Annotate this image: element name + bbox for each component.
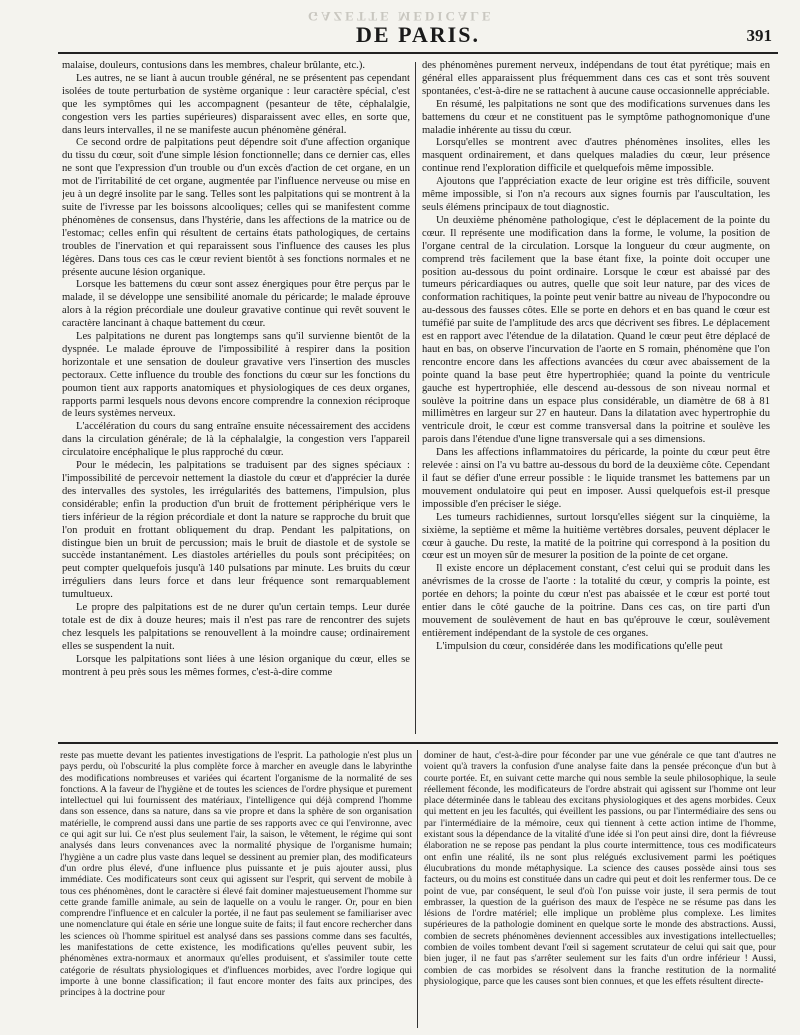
paragraph: L'accélération du cours du sang entraîne ensuite nécessairement des accidens dans la circulation générale; de là la céphalalgie, la congestion vers l'appareil circulatoire encéphalique le plus rapproché du cœur.: [62, 421, 410, 459]
paragraph: Lorsque les palpitations sont liées à une lésion organique du cœur, elles se montrent à peu près sous les mêmes formes, c'est-à-dire comme: [62, 653, 410, 678]
section-divider: [58, 742, 778, 744]
paragraph: Lorsqu'elles se montrent avec d'autres phénomènes insolites, elles les masquent ordinairement, et dans quelques maladies du cœur, leur présence continue rend l'exploration difficile et quelquefois même impossible.: [422, 137, 770, 175]
upper-right-column: [422, 60, 770, 736]
paragraph: Il existe encore un déplacement constant, c'est celui qui se produit dans les anévrismes de la crosse de l'aorte : la totalité du cœur, y compris la pointe, est portée en dehors; la pointe du cœur n'est pas abaissée et le cœur est porté tout entier dans le côté gauche de la poitrine. Dans ces cas, on tire parti d'un mouvement de soulèvement de haut en bas qu'éprouve le cœur, soulèvement entièrement indépendant de la systole de ces organes.: [422, 563, 770, 639]
paragraph: Dans les affections inflammatoires du péricarde, la pointe du cœur peut être relevée : ainsi on l'a vu battre au-dessous du bord de la deuxième côte. Cependant il faut se défier d'une erreur possible : le liquide transmet les battemens par un mouvement ondulatoire qui peut en imposer. Aussi quelquefois est-il presque impossible d'en préciser le siége.: [422, 447, 770, 510]
paragraph: reste pas muette devant les patientes investigations de l'esprit. La pathologie n'est plus un pays perdu, où l'obscurité la plus complète force à marcher en aveugle dans le labyrinthe des modifications nombreuses et variées qui écartent l'organisme de la normalité de ses fonctions. A la faveur de l'hygiène et de toutes les sciences de l'ordre physique et purement intellectuel qui lui fournissent des matériaux, l'intelligence qui déjà comprend l'homme dans son essence, dans sa nature, dans sa vie propre et dans la sphère de son organisation matérielle, le comprend aussi dans une partie de ses rapports avec ce qui l'environne, avec ce qui agit sur lui. Ce n'est plus seulement l'air, la saison, le vêtement, le régime qui sont analysés dans leurs convenances avec la normalité physique de l'organisme humain; l'hygiène a un cadre plus vaste dans lequel se dessinent au premier plan, des modificateurs d'un ordre plus élevé, d'une influence plus puissante et je puis ajouter aussi, plus immédiate. Ces modificateurs sont ceux qui agissent sur l'esprit, qui servent de mobile à tous ces phénomènes, dont le caractère si élevé fait dominer majestueusement l'homme sur cette grande famille animale, au sein de laquelle on a voulu le ranger. Or, pour en bien comprendre l'influence et en calculer la portée, il ne faut pas seulement se familiariser avec une nomenclature qui étale en série une longue suite de faits; il faut encore rechercher dans les sciences où l'homme spirituel est analysé dans ses passions comme dans ses facultés, les manifestations de cette existence, les modifications qu'elles peuvent subir, les phénomènes extra-normaux et anormaux qu'elles produisent, et s'assimiler toute cette catégorie de résultats physiologiques et d'influences morbides, avec l'ordre logique qui importe à une bonne classification; il faut encore monter des faits aux principes, des principes à la doctrine pour: [60, 750, 412, 999]
paragraph: En résumé, les palpitations ne sont que des modifications survenues dans les battemens du cœur et ne constituent pas le symptôme pathognomonique d'une maladie inhérente au tissu du cœur.: [422, 98, 770, 136]
paragraph: des phénomènes purement nerveux, indépendans de tout état pyrétique; mais en général elles apparaissent plus fréquemment dans ces cas et sont très souvent spontanées, c'est-à-dire ne se rattachent à aucune cause occasionnelle appréciable.: [422, 60, 770, 97]
paragraph: Ce second ordre de palpitations peut dépendre soit d'une affection organique du tissu du cœur, soit d'une simple lésion fonctionnelle; dans ce dernier cas, elles ne sont que l'expression d'un trouble ou d'un excès d'action de cet organe, en un mot de l'irritabilité de cet organe, augmentée par l'influence nerveuse ou mise en jeu à un degré insolite par le sang. Telles sont les palpitations qui se montrent à la suite de l'ivresse par les boissons alcooliques; celles qui se manifestent comme phénomènes de consensus, dans l'hystérie, dans les affections de la matrice ou de l'estomac; celles enfin qui résultent de certains états pathologiques, de certains troubles de l'inervation et qui reparaissent sous l'influence des causes les plus légères. Dans tous ces cas le cœur revient bientôt à ses fonctions normales et ne présente aucune lésion organique.: [62, 137, 410, 278]
column-divider: [415, 62, 416, 734]
paragraph: Les tumeurs rachidiennes, surtout lorsqu'elles siégent sur la cinquième, la sixième, la septième et même la huitième vertèbres dorsales, peuvent déplacer le cœur à gauche. Du reste, la matité de la poitrine qui correspond à la position du cœur est un moyen sûr de mesurer la position de la pointe de cet organe.: [422, 511, 770, 562]
bleed-through-header: GAZETTE MEDICALE: [308, 9, 494, 24]
paragraph: Pour le médecin, les palpitations se traduisent par des signes spéciaux : l'impossibilité de percevoir nettement la diastole du cœur et d'apprécier la durée des intervalles des systoles, les irrégularités des battemens, l'impulsion, plus considérable; enfin la production d'un bruit de frottement périphérique vers le tiers inférieur de la région précordiale et dont la nature se rapproche du bruit que l'on produit en frottant obliquement du drap. Pendant les palpitations, on distingue bien un bruit de percussion; mais le bruit de diastole et de systole se succède instantanément. Les diastoles artérielles du pouls sont précipitées; on peut compter quelquefois jusqu'à 140 pulsations par minute. Les bruits du cœur irréguliers dans leurs force et dans leur fréquence sont remarquablement tumultueux.: [62, 460, 410, 601]
paragraph: Le propre des palpitations est de ne durer qu'un certain temps. Leur durée totale est de dix à douze heures; mais il n'est pas rare de rencontrer des sujets chez lesquels les palpitations se renouvellent à la moindre cause; ordinairement elles se suspendent la nuit.: [62, 602, 410, 652]
paragraph: L'impulsion du cœur, considérée dans les modifications qu'elle peut: [436, 640, 723, 652]
page-title: DE PARIS.: [356, 22, 480, 47]
page-header: [58, 8, 778, 54]
paragraph: Les palpitations ne durent pas longtemps sans qu'il survienne bientôt de la dyspnée. Le malade éprouve de l'impossibilité à respirer dans la position horizontale et une sensation de douleur gravative vers l'insertion des muscles pectoraux. Cette influence du trouble des fonctions du cœur sur les fonctions du poumon tient aux rapports anatomiques et physiologiques de ces deux organes, rapports parmi lesquels nous devons encore comprendre la connexion réciproque de leurs systèmes nerveux.: [62, 331, 410, 420]
upper-left-column: [62, 60, 410, 736]
lower-right-column: [424, 750, 776, 1028]
paragraph: Un deuxième phénomène pathologique, c'est le déplacement de la pointe du cœur. Il représente une modification dans la forme, le volume, la position de l'organe central de la circulation. Lorsque la longueur du cœur augmente, on comprend très facilement que la base étant fixe, la pointe doit occuper une position au-dessous du point ordinaire. Lorsque le cœur est abaissé par des tumeurs péricardiaques ou autres, quelle que soit leur nature, par des vices de conformation rachitiques, la pointe peut venir battre au niveau de l'hypocondre ou au-dessous des fausses côtes. Elle se porte en dehors et en bas quand le cœur est tuméfié par suite de l'amplitude des arcs que décrivent ses fibres. Le déplacement est en rapport avec l'étendue de la dilatation. Quand le cœur peut être déplacé de haut en bas, on observe l'incurvation de l'aorte en S romain, phénomène que l'on rencontre encore dans les affections avancées du cœur avec abaissement de la pointe quand la base peut être hypertrophiée; quand la pointe du ventricule gauche est hypertrophiée, elle descend au-dessous de son niveau normal et soulève la poitrine dans un espace plus considérable, un diamètre de 68 à 81 millimètres en largeur sur 27 en hauteur. Dans la dilatation avec hypertrophie du ventricule droit, le cœur est comme transversal dans la poitrine et soulève les parois dans l'étendue d'une ligne transversale qui a ses dimensions.: [422, 214, 770, 446]
upper-article: [58, 60, 778, 736]
newspaper-page: [58, 8, 778, 1028]
paragraph: Les autres, ne se liant à aucun trouble général, ne se présentent pas cependant isolées de toute perturbation de système organique : leur caractère spécial, c'est que les symptômes qui les accompagnent (pesanteur de tête, céphalalgie, congestion vers les parties supérieures) disparaissent avec elles, en sorte que, dans leurs intervalles, il ne se manifeste aucun phénomène général.: [62, 72, 410, 136]
paragraph: Lorsque les battemens du cœur sont assez énergiques pour être perçus par le malade, il se développe une sensibilité anomale du péricarde; le malade éprouve alors à la région précordiale une douleur gravative continue qui revêt souvent le caractère lancinant à chaque battement du cœur.: [62, 279, 410, 330]
paragraph: Ajoutons que l'appréciation exacte de leur origine est très difficile, souvent même impossible, si l'on n'a recours aux signes fournis par l'auscultation, les seuls élémens principaux de tout diagnostic.: [422, 176, 770, 213]
column-divider: [417, 750, 418, 1028]
page-number: 391: [746, 26, 772, 45]
lower-left-column: [60, 750, 412, 1028]
paragraph: dominer de haut, c'est-à-dire pour féconder par une vue générale ce que tant d'autres ne voient qu'à travers la confusion d'une analyse faite dans la pensée préconçue d'un but à courte portée. Et, en suivant cette marche qui nous semble la seule philosophique, la seule réellement féconde, les modificateurs de l'ordre abstrait qui agissent sur l'homme ont leur place déterminée dans le tableau des excitans physiologiques et des agens morbides. Ceux qui mettent en jeu les facultés, qui éveillent les passions, ou par l'intermédiaire des sens ou par l'intermédiaire de la mémoire, ceux qui tiennent à cette action intime de l'homme, existant sous la dépendance de la vitalité d'une idée si l'on peut ainsi dire, dont la fiévreuse élaboration ne se repose pas pendant la plus courte intermittence, tous ces modificateurs ont enfin une réalité, ils ne sont plus relégués exclusivement parmi les poétiques élucubrations du monde métaphysique. La science des causes possède ainsi tous ses facteurs, ou du moins est constituée dans un cadre qui peut et doit les renfermer tous. De ce point de vue, par conséquent, le seul d'où l'on puisse voir juste, il sera permis de tout embrasser, la question de la guérison des maux de l'espèce ne se résume pas dans les lésions de l'ordre matériel; elle implique un problème plus complexe. Les limites supérieures de la pathologie dominent en quelque sorte le monde des abstractions. Aussi, combien de secrets phénomènes deviennent accessibles aux investigations intellectuelles; combien de voiles tombent devant l'œil si sagement scrutateur de celui qui sait que, pour bien juger, il ne faut pas s'arrêter seulement sur les faits d'un ordre inférieur ! Aussi, combien de cas morbides se résolvent dans la franche restitution de la normalité physiologique, parce que les causes sont bien connues, et que les effets résultent directe-: [424, 750, 776, 987]
feuilleton-section: [58, 750, 778, 1028]
paragraph: malaise, douleurs, contusions dans les membres, chaleur brûlante, etc.).: [62, 60, 366, 71]
